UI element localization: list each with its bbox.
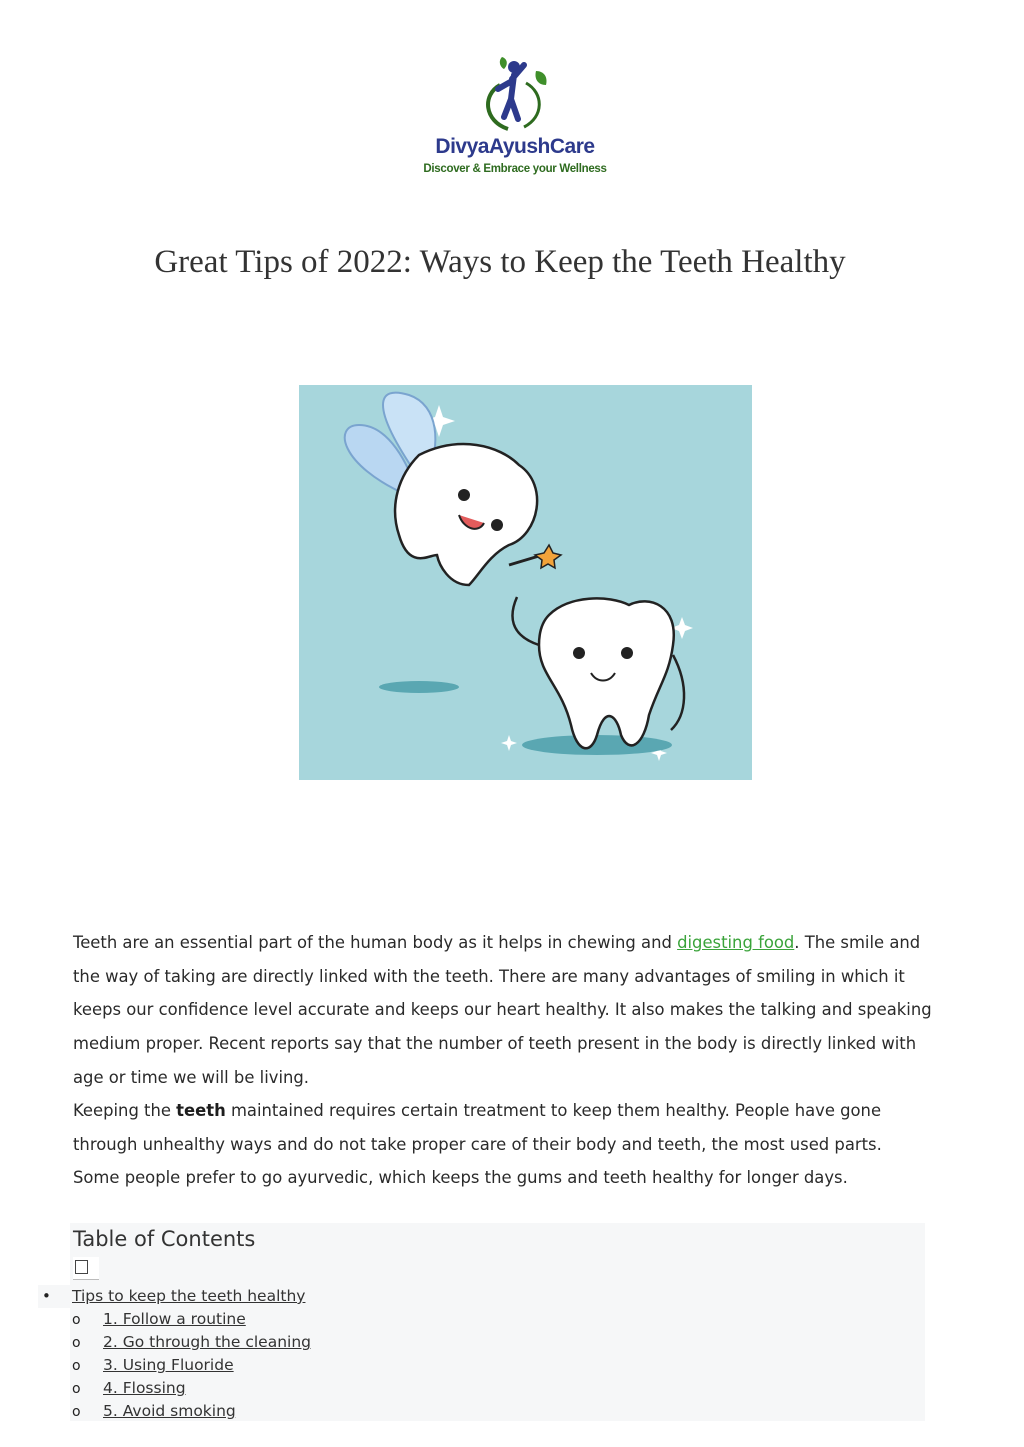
toc-item-cleaning[interactable]: 2. Go through the cleaning [103, 1333, 311, 1351]
checkbox-icon [75, 1260, 88, 1274]
toc-heading: Table of Contents [73, 1227, 256, 1251]
toc-item-flossing[interactable]: 4. Flossing [103, 1379, 186, 1397]
para1-text-end: . The smile and the way of taking are directly linked with the teeth. There are many advantages of smiling in which it keeps our confidence level accurate and keeps our heart healthy. It also makes the talking and speaking medium proper. Recent reports say that the number of teeth present in the body is directly linked with age or time we will be living. [73, 933, 932, 1087]
digesting-food-link[interactable]: digesting food [677, 933, 795, 952]
brand-tagline: Discover & Embrace your Wellness [423, 163, 607, 175]
wellness-person-icon [478, 55, 552, 135]
page-title: Great Tips of 2022: Ways to Keep the Teeth Healthy [154, 244, 846, 280]
second-paragraph [73, 1094, 933, 1195]
para1-text-start: Teeth are an essential part of the human body as it helps in chewing and [73, 933, 678, 952]
brand-logo [420, 55, 610, 185]
sub-bullet-icon: o [72, 1358, 81, 1374]
teeth-bold-text: teeth [176, 1101, 226, 1120]
toc-toggle-button[interactable] [73, 1257, 99, 1280]
hero-image [299, 385, 752, 780]
intro-paragraph [73, 926, 933, 1095]
toc-item-tips[interactable]: Tips to keep the teeth healthy [72, 1287, 306, 1305]
sub-bullet-icon: o [72, 1312, 81, 1328]
toc-item-routine[interactable]: 1. Follow a routine [103, 1310, 246, 1328]
sub-bullet-icon: o [72, 1381, 81, 1397]
bullet-icon: • [42, 1287, 51, 1305]
sub-bullet-icon: o [72, 1404, 81, 1420]
toc-item-smoking[interactable]: 5. Avoid smoking [103, 1402, 236, 1420]
para2-text-start: Keeping the [73, 1101, 177, 1120]
para2-text-end: maintained requires certain treatment to keep them healthy. People have gone through unhealthy ways and do not take proper care of their body and teeth, the most used parts. Some people prefer to go ayurvedic, which keeps the gums and teeth healthy for longer days. [73, 1101, 882, 1188]
toc-item-fluoride[interactable]: 3. Using Fluoride [103, 1356, 234, 1374]
brand-name: DivyaAyushCare [435, 135, 595, 158]
sub-bullet-icon: o [72, 1335, 81, 1351]
